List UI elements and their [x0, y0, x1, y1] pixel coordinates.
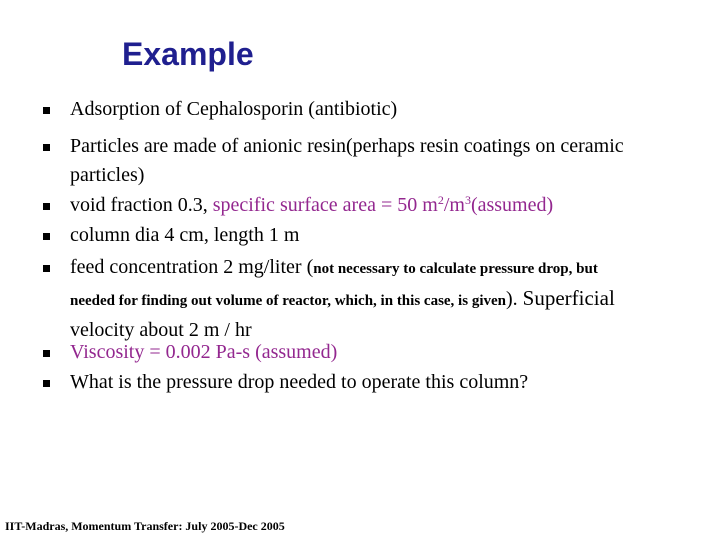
superscript-2: 2 — [437, 193, 444, 207]
surface-area-text — [213, 194, 553, 216]
bullet-item-void-fraction — [70, 191, 553, 220]
bullet-text-line3: velocity about 2 m / hr — [70, 319, 252, 341]
surface-area-label: specific surface area = 50 m — [212, 194, 438, 216]
bullet-item-pressure-drop — [70, 368, 528, 397]
bullet-text: Adsorption of Cephalosporin (antibiotic) — [70, 98, 398, 120]
bullet-text: Viscosity = 0.002 Pa-s (assumed) — [70, 341, 338, 363]
bullet-item-viscosity — [70, 338, 337, 367]
square-bullet-icon — [43, 350, 50, 357]
superficial-text: Superficial — [522, 286, 615, 310]
square-bullet-icon — [43, 107, 50, 114]
feed-note-1: not necessary to calculate pressure drop, but — [313, 261, 598, 277]
bullet-text-line2 — [70, 284, 615, 316]
bullet-item-particles — [70, 132, 624, 190]
feed-close: ). — [505, 288, 523, 310]
bullet-text-line1: Particles are made of anionic resin(perhaps resin coatings on ceramic — [70, 135, 624, 157]
superscript-3: 3 — [464, 193, 471, 207]
assumed-note: (assumed) — [470, 194, 554, 216]
bullet-text: void fraction 0.3, — [70, 194, 213, 216]
square-bullet-icon — [43, 380, 50, 387]
bullet-item-adsorption — [70, 95, 397, 124]
bullet-text: What is the pressure drop needed to operate this column? — [70, 371, 529, 393]
square-bullet-icon — [43, 203, 50, 210]
square-bullet-icon — [43, 233, 50, 240]
bullet-text-line1 — [70, 253, 615, 284]
surface-area-unit: /m — [443, 194, 465, 216]
bullet-text: column dia 4 cm, length 1 m — [70, 224, 300, 246]
square-bullet-icon — [43, 265, 50, 272]
bullet-item-column-dia — [70, 221, 299, 250]
slide-footer: IIT-Madras, Momentum Transfer: July 2005-Dec 2005 — [5, 519, 285, 533]
feed-note-2: needed for finding out volume of reactor, which, in this case, is given — [70, 293, 506, 309]
slide-title: Example — [122, 36, 254, 72]
square-bullet-icon — [43, 144, 50, 151]
bullet-text-line2: particles) — [70, 164, 145, 186]
bullet-item-feed-concentration — [70, 253, 615, 345]
feed-text: feed concentration 2 mg/liter ( — [70, 256, 314, 278]
